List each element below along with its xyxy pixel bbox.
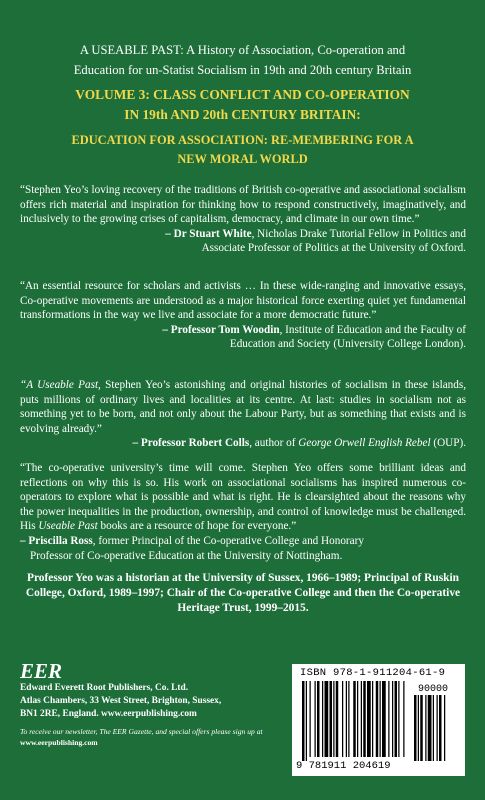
endorser-role-tail: (OUP). (430, 437, 466, 450)
barcode-bar (302, 681, 305, 761)
endorser-role: , Nicholas Drake Tutorial Fellow in Politics and (251, 227, 466, 240)
barcode-bar (336, 681, 339, 757)
endorser-name: – Priscilla Ross (20, 534, 93, 547)
addon-bar (428, 695, 432, 761)
quote-attribution (20, 323, 466, 352)
quote-text (20, 378, 466, 436)
quote-text: “An essential resource for scholars and activists … In these wide-ranging and innovative essays, Co-operative movements are understood as a major historical force exerting quiet yet fundamental transformations in the way we live and associate for a more democratic future.” (20, 280, 466, 322)
barcode-bar (361, 681, 362, 757)
publisher-address-1: Atlas Chambers, 33 West Street, Brighton, Sussex, (20, 696, 222, 706)
barcode-bar (380, 681, 381, 757)
publisher-block (20, 660, 280, 748)
quote-body: “The co-operative university’s time will come. Stephen Yeo offers some brilliant ideas and reflections on why this is so. His work on associational socialisms has inspired numerous co-operators to explore what is possible and what is right. He is clearsighted about the reasons why the power inequalities in the production, ownership, and control of knowledge must be challenged. His (20, 462, 466, 533)
barcode-bar (346, 681, 347, 757)
barcode-label (292, 664, 465, 776)
barcode-bar (310, 681, 311, 757)
endorsement-white (20, 183, 466, 256)
endorser-name: – Dr Stuart White (165, 227, 252, 240)
barcode-bar (372, 681, 373, 757)
volume-title-line-2: IN 19th AND 20th CENTURY BRITAIN: (124, 107, 361, 122)
publisher-logo: EER (20, 659, 63, 683)
subtitle-line-2: NEW MORAL WORLD (177, 152, 308, 166)
endorser-role-2: Associate Professor of Politics at the University of Oxford. (201, 242, 466, 255)
endorser-role-2: Education and Society (University College London). (229, 338, 466, 351)
series-title-line-1: A USEABLE PAST: A History of Association, Co-operation and (79, 43, 406, 57)
series-title-line-2: Education for un-Statist Socialism in 19th and 20th century Britain (73, 63, 412, 77)
endorser-role: , Institute of Education and the Faculty of (279, 323, 466, 336)
barcode-bar (315, 681, 316, 757)
author-bio: Professor Yeo was a historian at the University of Sussex, 1966–1989; Principal of Ruskin College, Oxford, 1989–1997; Chair of the Co-operative College and then the Co-operative Heritage Trust, 1999–2015. (25, 572, 461, 614)
quote-text (20, 461, 466, 534)
addon-bar (439, 695, 442, 761)
barcode-bar (317, 681, 320, 757)
barcode-icon (302, 681, 455, 761)
endorser-name: – Professor Tom Woodin (162, 323, 280, 336)
barcode-bar (348, 681, 349, 757)
newsletter-note (20, 727, 280, 748)
quote-attribution (20, 227, 466, 256)
barcode-bar (392, 681, 393, 757)
barcode-bar (382, 681, 386, 757)
endorser-name: – Professor Robert Colls (132, 437, 250, 450)
price-code: 90000 (418, 684, 449, 695)
endorser-role: , author of (249, 437, 299, 450)
newsletter-url: www.eerpublishing.com (20, 737, 98, 747)
barcode-bar (333, 681, 334, 757)
addon-bar (433, 695, 434, 761)
quote-italic: “A Useable Past, (20, 379, 101, 391)
quote-italic: Useable Past (38, 520, 98, 533)
volume-subtitle (20, 131, 465, 169)
barcode-bar (367, 681, 371, 757)
barcode-bar (357, 681, 358, 757)
barcode-bar (363, 681, 366, 757)
barcode-bar (388, 681, 389, 757)
addon-bar (414, 695, 417, 761)
barcode-bar (353, 681, 356, 757)
barcode-bar (376, 681, 379, 757)
endorser-role-2: Professor of Co-operative Education at the University of Nottingham. (30, 549, 343, 562)
endorsement-colls (20, 378, 466, 451)
subtitle-line-1: EDUCATION FOR ASSOCIATION: RE-MEMBERING FOR A (71, 133, 414, 147)
barcode-bar (403, 681, 404, 757)
series-title (20, 40, 465, 80)
publisher-address-2: BN1 2RE, England. www.eerpublishing.com (20, 709, 197, 719)
endorser-role: , former Principal of the Co-operative College and Honorary (92, 534, 364, 547)
endorsement-woodin (20, 279, 466, 352)
isbn-text: ISBN 978-1-911204-61-9 (300, 667, 446, 679)
addon-bar (444, 695, 445, 761)
book-title-italic: George Orwell English Rebel (298, 437, 431, 450)
addon-bar (425, 695, 426, 761)
addon-bar (437, 695, 438, 761)
volume-title (16, 85, 469, 125)
volume-title-line-1: VOLUME 3: CLASS CONFLICT AND CO-OPERATION (75, 87, 410, 102)
barcode-bar (325, 681, 329, 757)
endorsement-ross (20, 461, 466, 563)
quote-attribution (20, 436, 466, 451)
quote-body: Stephen Yeo’s astonishing and original histories of socialism in these islands, puts millions of ordinary lives and localities at its centre. At last: studies in socialism not as something yet to be born, and not only about the Labour Party, but as something that exists and is evolving already.” (20, 379, 467, 435)
quote-body-tail: books are a resource of hope for everyone.” (97, 520, 297, 533)
barcode-bar (322, 681, 323, 757)
quote-attribution (20, 534, 466, 563)
newsletter-text: To receive our newsletter, The EER Gazette, and special offers please sign up at (20, 727, 263, 736)
addon-bar (418, 695, 419, 761)
quote-text: “Stephen Yeo’s loving recovery of the traditions of British co-operative and associational socialism offers rich material and inspiration for thinking how to respond constructively, imaginatively, and inclusively to the growing crises of capitalism, democracy, and climate in our own time.” (20, 184, 466, 226)
barcode-bar (395, 681, 398, 757)
barcode-bar (342, 681, 343, 757)
barcode-bar (398, 681, 399, 757)
barcode-bar (306, 681, 307, 761)
addon-bar (420, 695, 423, 761)
barcode-digits: 9 781911 204619 (296, 760, 391, 772)
barcode-bar (330, 681, 333, 757)
publisher-name: Edward Everett Root Publishers, Co. Ltd. (20, 683, 189, 693)
